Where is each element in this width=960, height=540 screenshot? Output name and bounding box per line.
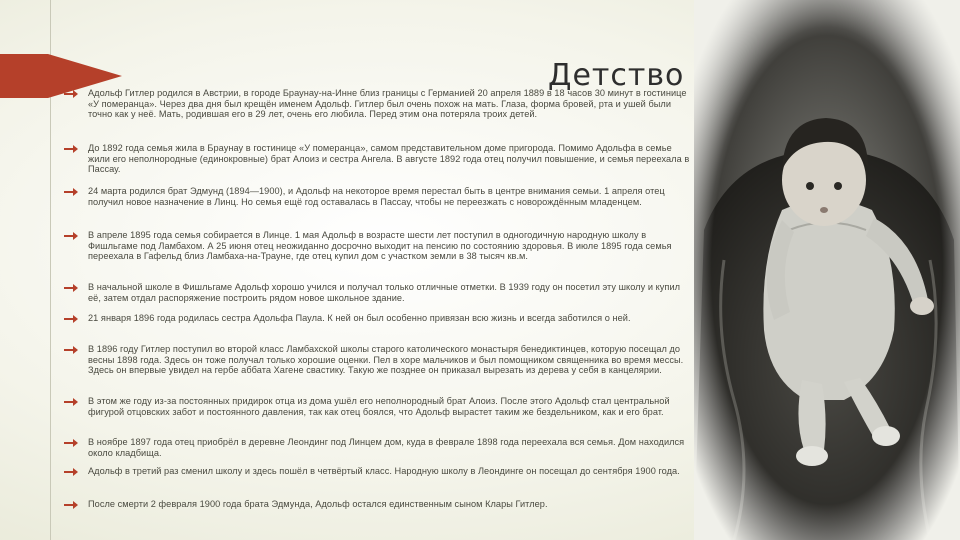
arrow-right-icon — [64, 188, 78, 196]
arrow-right-icon — [64, 468, 78, 476]
title-accent-tab — [0, 54, 48, 98]
bullet-text: 21 января 1896 года родилась сестра Адольфа Паула. К ней он был особенно привязан всю жизнь и всегда заботился о ней. — [88, 313, 631, 323]
arrow-right-icon — [64, 501, 78, 509]
arrow-right-icon — [64, 284, 78, 292]
bullet-text: Адольф Гитлер родился в Австрии, в городе Браунау-на-Инне близ границы с Германией 20 апреля 1889 в 18 часов 30 минут в гостинице «У померанца». Через два дня был крещён именем Адольф. Гитлер был очень похож на мать. Глаза, форма бровей, рта и ушей были точно как у неё. Мать, родившая его в 29 лет, очень его любила. Перед этим она потеряла троих детей. — [88, 88, 687, 120]
arrow-right-icon — [64, 398, 78, 406]
bullet-text: В апреле 1895 года семья собирается в Линце. 1 мая Адольф в возрасте шести лет поступил в одногодичную народную школу в Фишльгаме под Ламбахом. А 25 июня отец неожиданно досрочно выходит на пенсию по состоянию здоровья. В июле 1895 года семья переехала в Гафельд близ Ламбаха-на-Трауне, где отец купил дом с участком земли в 38 тысяч кв.м. — [88, 230, 672, 262]
bullet-text: В ноябре 1897 года отец приобрёл в деревне Леондинг под Линцем дом, куда в феврале 1898 года переехала вся семья. Дом находился около кладбища. — [88, 437, 685, 458]
arrow-right-icon — [64, 90, 78, 98]
slide-title: Детство — [548, 58, 685, 93]
arrow-right-icon — [64, 145, 78, 153]
bullet-text: В начальной школе в Фишльгаме Адольф хорошо учился и получал только отличные отметки. В 1939 году он посетил эту школу и купил её, затем отдал распоряжение построить рядом новое школьное здание. — [88, 282, 681, 303]
bullet-text: До 1892 года семья жила в Браунау в гостинице «У померанца», самом представительном доме пригорода. Помимо Адольфа в семье жили его неполнородные (единокровные) брат Алоиз и сестра Ангела. В августе 1892 года отец получил повышение, и семья переехала в Пассау. — [88, 143, 690, 175]
child-portrait-photo — [694, 0, 960, 540]
bullet-text: В этом же году из-за постоянных придирок отца из дома ушёл его неполнородный брат Алоиз. После этого Адольф стал центральной фигурой отцовских забот и постоянного давления, так как отец боялся, что Адольф вырастет таким же бездельником, как и его брат. — [88, 396, 670, 417]
arrow-right-icon — [64, 439, 78, 447]
portrait-illustration — [694, 0, 960, 540]
arrow-right-icon — [64, 315, 78, 323]
bullet-text: 24 марта родился брат Эдмунд (1894—1900), и Адольф на некоторое время перестал быть в центре внимания семьи. 1 апреля отец получил новое назначение в Линц. Но семья ещё год оставалась в Пассау, чтобы не переезжать с новорождённым младенцем. — [88, 186, 665, 207]
bullet-text: Адольф в третий раз сменил школу и здесь пошёл в четвёртый класс. Народную школу в Леондинге он посещал до сентября 1900 года. — [88, 466, 680, 476]
arrow-right-icon — [64, 232, 78, 240]
bullet-text: В 1896 году Гитлер поступил во второй класс Ламбахской школы старого католического монастыря бенедиктинцев, которую посещал до весны 1898 года. Здесь он тоже получал только хорошие оценки. Пел в хоре мальчиков и был помощником священника во время мессы. Здесь он впервые увидел на гербе аббата Хагене свастику. Такую же позднее он приказал вырезать из дерева у себя в канцелярии. — [88, 344, 684, 376]
arrow-right-icon — [64, 346, 78, 354]
bullet-text: После смерти 2 февраля 1900 года брата Эдмунда, Адольф остался единственным сыном Клары Гитлер. — [88, 499, 548, 509]
